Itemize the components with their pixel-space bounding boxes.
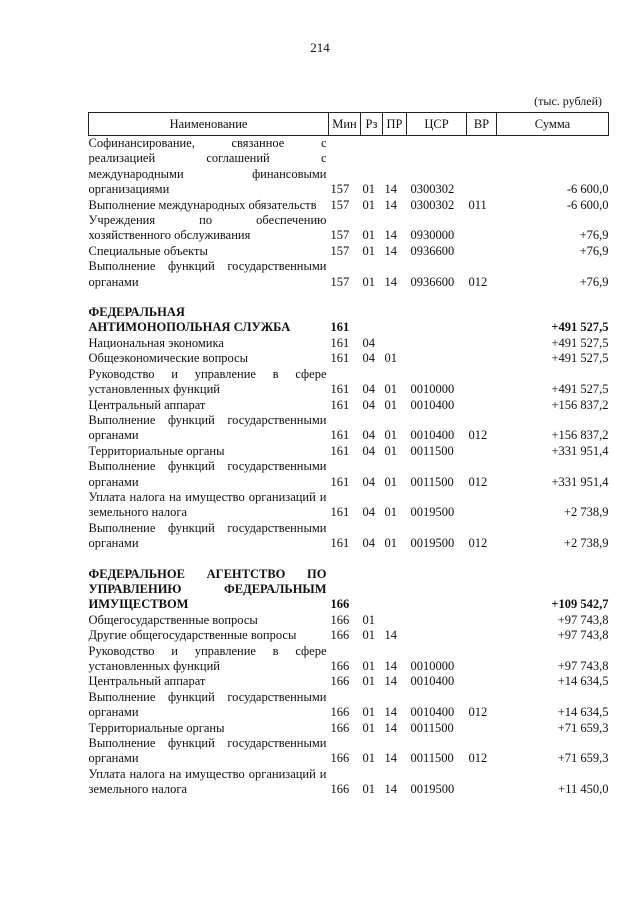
row-pr-cell: 14 (384, 674, 397, 689)
row-csr-cell: 0936600 (410, 274, 455, 289)
row-csr-cell (407, 567, 467, 613)
row-min-cell: 166 (330, 628, 350, 643)
row-name-cell: Выполнение функций государственными органами (88, 689, 327, 720)
row-csr-cell (407, 628, 467, 643)
row-sum-cell: +156 837,2 (551, 428, 609, 443)
row-rz-cell: 04 (362, 474, 375, 489)
row-csr-cell: 0010400 (410, 428, 455, 443)
table-header (89, 113, 609, 136)
column-header-rz: Рз (361, 113, 383, 136)
table-row (89, 213, 609, 244)
table-row (89, 628, 609, 643)
row-pr-cell: 01 (384, 536, 397, 551)
row-vr-cell: 012 (468, 705, 488, 720)
row-rz-cell: 01 (362, 612, 375, 627)
row-csr-cell: 0010000 (410, 659, 455, 673)
row-vr-cell: 012 (468, 274, 488, 289)
row-name-cell: Софинансирование, связанное с реализацией соглашений с международными финансовыми организациями (88, 136, 327, 197)
row-min-cell: 157 (330, 228, 350, 243)
row-min-cell: 161 (330, 505, 350, 520)
row-vr-cell (467, 674, 497, 689)
row-pr-cell: 14 (384, 243, 397, 258)
row-sum-cell: +97 743,8 (557, 659, 609, 673)
row-rz-cell: 01 (362, 628, 375, 643)
row-sum-cell: +491 527,5 (551, 351, 609, 366)
row-vr-cell (467, 367, 497, 398)
row-min-cell: 161 (330, 474, 350, 489)
row-csr-cell: 0011500 (410, 751, 454, 766)
row-rz-cell: 01 (362, 243, 375, 258)
table-row (89, 736, 609, 767)
row-pr-cell: 01 (384, 443, 397, 458)
row-rz-cell: 04 (362, 536, 375, 551)
row-rz-cell: 01 (362, 705, 375, 720)
row-sum-cell: +97 743,8 (557, 628, 609, 643)
row-pr-cell: 01 (384, 351, 397, 366)
page-number: 214 (310, 40, 330, 55)
row-name-cell: ФЕДЕРАЛЬНОЕ АГЕНТСТВО ПО УПРАВЛЕНИЮ ФЕДЕРАЛЬНЫМ ИМУЩЕСТВОМ (88, 566, 327, 612)
row-name-cell: Территориальные органы (88, 720, 225, 735)
row-rz-cell: 04 (362, 335, 375, 350)
row-min-cell: 166 (330, 659, 350, 673)
table-row (89, 490, 609, 521)
row-csr-cell: 0300302 (410, 197, 455, 212)
row-name-cell: Выполнение функций государственными органами (88, 520, 327, 551)
row-min-cell: 161 (330, 335, 350, 350)
row-min-cell: 166 (330, 782, 350, 797)
column-header-vr: ВР (467, 113, 497, 136)
row-csr-cell: 0019500 (410, 505, 455, 520)
table-body (89, 136, 609, 798)
row-vr-cell: 012 (468, 536, 488, 551)
row-csr-cell: 0011500 (410, 443, 454, 458)
row-min-cell: 157 (330, 243, 350, 258)
row-sum-cell: +71 659,3 (557, 720, 609, 735)
row-rz-cell: 01 (362, 659, 375, 673)
row-min-cell: 166 (330, 612, 350, 627)
row-vr-cell: 012 (468, 751, 488, 766)
table-row (89, 398, 609, 413)
table-row (89, 690, 609, 721)
row-vr-cell (467, 213, 497, 244)
row-name-cell: Центральный аппарат (88, 397, 206, 412)
row-pr-cell: 14 (384, 197, 397, 212)
table-row (89, 136, 609, 198)
row-pr-cell: 14 (384, 628, 397, 643)
row-min-cell: 157 (330, 182, 350, 197)
row-rz-cell: 04 (362, 397, 375, 412)
row-name-cell: Выполнение функций государственными органами (88, 736, 327, 766)
column-header-sum: Сумма (497, 113, 609, 136)
row-min-cell: 166 (330, 720, 350, 735)
row-vr-cell (467, 244, 497, 259)
table-row (89, 367, 609, 398)
table-row (89, 336, 609, 351)
row-rz-cell: 01 (362, 674, 375, 689)
table-row (89, 244, 609, 259)
table-row (89, 198, 609, 213)
row-name-cell: Выполнение функций государственными органами (88, 412, 327, 443)
row-csr-cell: 0010400 (410, 674, 455, 689)
row-sum-cell: +2 738,9 (563, 505, 609, 520)
row-min-cell: 161 (330, 443, 350, 458)
row-sum-cell: +491 527,5 (551, 320, 609, 335)
table-row (89, 259, 609, 290)
row-vr-cell (467, 136, 497, 198)
table-row (89, 459, 609, 490)
row-pr-cell: 01 (384, 428, 397, 443)
row-pr-cell (383, 567, 407, 613)
row-pr-cell: 01 (384, 397, 397, 412)
row-sum-cell: -6 600,0 (566, 197, 609, 212)
row-pr-cell: 01 (384, 382, 397, 397)
row-vr-cell (467, 490, 497, 521)
row-pr-cell: 14 (384, 182, 397, 197)
row-pr-cell (383, 613, 407, 628)
row-rz-cell: 01 (362, 197, 375, 212)
row-rz-cell (361, 305, 383, 336)
section-header-row (89, 305, 609, 336)
table-row (89, 721, 609, 736)
row-sum-cell: +2 738,9 (563, 536, 609, 551)
row-rz-cell: 01 (362, 274, 375, 289)
row-rz-cell: 01 (362, 720, 375, 735)
row-name-cell: Уплата налога на имущество организаций и земельного налога (88, 766, 327, 797)
table-row (89, 644, 609, 675)
row-name-cell: Выполнение международных обязательств (88, 197, 317, 212)
row-min-cell: 161 (330, 382, 350, 397)
row-vr-cell (467, 398, 497, 413)
row-name-cell: Территориальные органы (88, 443, 225, 458)
row-min-cell: 166 (330, 705, 350, 720)
row-name-cell: Руководство и управление в сфере установленных функций (88, 643, 327, 673)
row-csr-cell (407, 305, 467, 336)
row-csr-cell: 0011500 (410, 720, 454, 735)
row-vr-cell (467, 444, 497, 459)
row-sum-cell: +109 542,7 (551, 597, 609, 612)
row-name-cell: ФЕДЕРАЛЬНАЯ АНТИМОНОПОЛЬНАЯ СЛУЖБА (88, 305, 291, 335)
column-header-name: Наименование (89, 113, 329, 136)
row-vr-cell (467, 305, 497, 336)
table-row (89, 613, 609, 628)
table-row (89, 444, 609, 459)
row-pr-cell: 14 (384, 751, 397, 766)
row-sum-cell: +11 450,0 (558, 782, 609, 797)
row-rz-cell: 01 (362, 228, 375, 243)
column-header-pr: ПР (383, 113, 407, 136)
row-csr-cell: 0010400 (410, 705, 455, 720)
column-header-min: Мин (329, 113, 361, 136)
row-sum-cell: +331 951,4 (551, 443, 609, 458)
row-vr-cell (467, 351, 497, 366)
row-sum-cell: +76,9 (579, 228, 609, 243)
row-rz-cell: 04 (362, 505, 375, 520)
table-row (89, 674, 609, 689)
row-sum-cell: +14 634,5 (557, 674, 609, 689)
section-spacer (89, 552, 609, 567)
table-row (89, 767, 609, 798)
row-vr-cell (467, 567, 497, 613)
row-csr-cell: 0010400 (410, 397, 455, 412)
row-name-cell: Другие общегосударственные вопросы (88, 628, 297, 643)
row-pr-cell: 14 (384, 705, 397, 720)
row-vr-cell (467, 628, 497, 643)
table-row (89, 521, 609, 552)
row-csr-cell (407, 613, 467, 628)
row-vr-cell (467, 767, 497, 798)
row-pr-cell (383, 305, 407, 336)
row-csr-cell: 0019500 (410, 782, 455, 797)
table-row (89, 413, 609, 444)
units-label: (тыс. рублей) (534, 94, 602, 108)
row-min-cell: 166 (330, 674, 350, 689)
row-rz-cell: 04 (362, 428, 375, 443)
row-min-cell: 166 (330, 751, 350, 766)
row-min-cell: 157 (330, 274, 350, 289)
row-pr-cell: 14 (384, 274, 397, 289)
row-name-cell: Национальная экономика (88, 335, 224, 350)
row-rz-cell: 01 (362, 182, 375, 197)
row-min-cell: 161 (330, 428, 350, 443)
row-min-cell: 161 (330, 536, 350, 551)
row-name-cell: Общеэкономические вопросы (88, 351, 249, 366)
row-pr-cell: 01 (384, 474, 397, 489)
row-sum-cell: +156 837,2 (551, 397, 609, 412)
row-csr-cell: 0936600 (410, 243, 455, 258)
row-min-cell: 161 (330, 351, 350, 366)
column-header-csr: ЦСР (407, 113, 467, 136)
row-name-cell: Центральный аппарат (88, 674, 206, 689)
row-vr-cell (467, 721, 497, 736)
row-csr-cell: 0010000 (410, 382, 455, 397)
row-min-cell: 161 (330, 397, 350, 412)
row-name-cell: Руководство и управление в сфере установленных функций (88, 366, 327, 397)
spacer-cell (89, 552, 609, 567)
section-spacer (89, 290, 609, 305)
row-csr-cell: 0930000 (410, 228, 455, 243)
table-row (89, 351, 609, 366)
row-sum-cell: +76,9 (579, 274, 609, 289)
row-pr-cell: 01 (384, 505, 397, 520)
row-sum-cell: +97 743,8 (557, 612, 609, 627)
row-csr-cell (407, 351, 467, 366)
row-sum-cell: -6 600,0 (566, 182, 609, 197)
row-vr-cell (467, 644, 497, 675)
row-csr-cell (407, 336, 467, 351)
row-sum-cell: +14 634,5 (557, 705, 609, 720)
row-name-cell: Учреждения по обеспечению хозяйственного обслуживания (88, 213, 327, 243)
row-name-cell: Специальные объекты (88, 243, 208, 258)
row-sum-cell: +331 951,4 (551, 474, 609, 489)
row-pr-cell: 14 (384, 782, 397, 797)
row-pr-cell: 14 (384, 720, 397, 735)
row-sum-cell: +71 659,3 (557, 751, 609, 766)
row-rz-cell (361, 567, 383, 613)
spacer-cell (89, 290, 609, 305)
row-pr-cell: 14 (384, 659, 397, 673)
row-vr-cell (467, 613, 497, 628)
row-csr-cell: 0300302 (410, 182, 455, 197)
row-rz-cell: 04 (362, 443, 375, 458)
row-pr-cell (383, 336, 407, 351)
row-csr-cell: 0019500 (410, 536, 455, 551)
row-rz-cell: 01 (362, 782, 375, 797)
row-vr-cell: 012 (468, 474, 488, 489)
section-header-row (89, 567, 609, 613)
budget-table (88, 112, 609, 798)
row-name-cell: Общегосударственные вопросы (88, 612, 258, 627)
row-vr-cell (467, 336, 497, 351)
row-min-cell: 161 (330, 320, 350, 335)
row-min-cell: 157 (330, 197, 350, 212)
row-rz-cell: 04 (362, 351, 375, 366)
row-name-cell: Уплата налога на имущество организаций и земельного налога (88, 489, 327, 520)
row-sum-cell: +491 527,5 (551, 382, 609, 397)
row-name-cell: Выполнение функций государственными органами (88, 259, 327, 289)
row-vr-cell: 011 (468, 197, 487, 212)
row-name-cell: Выполнение функций государственными органами (88, 459, 327, 489)
row-rz-cell: 01 (362, 751, 375, 766)
row-csr-cell: 0011500 (410, 474, 454, 489)
row-min-cell: 166 (330, 597, 350, 612)
row-vr-cell: 012 (468, 428, 488, 443)
row-sum-cell: +491 527,5 (551, 335, 609, 350)
row-sum-cell: +76,9 (579, 243, 609, 258)
row-rz-cell: 04 (362, 382, 375, 397)
row-pr-cell: 14 (384, 228, 397, 243)
